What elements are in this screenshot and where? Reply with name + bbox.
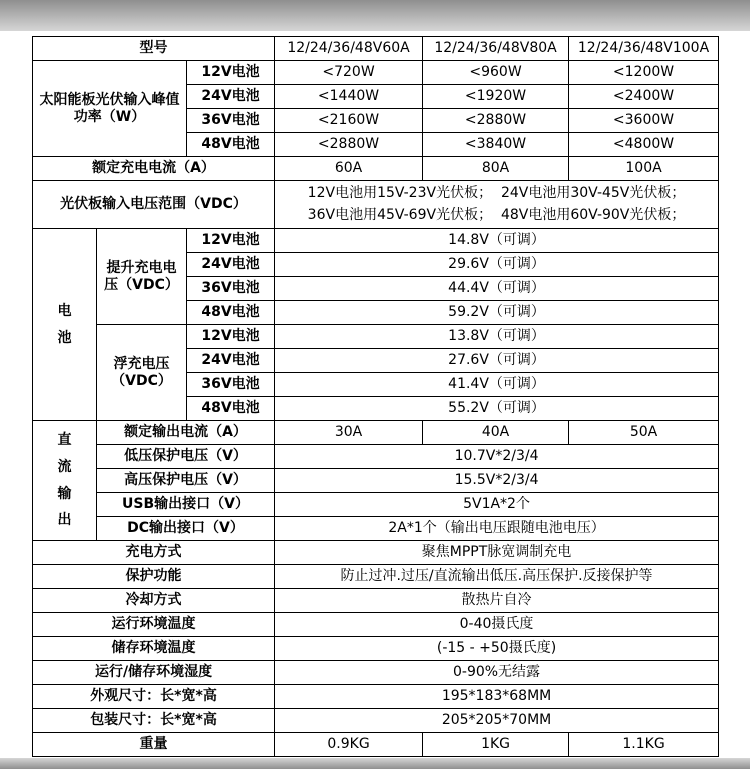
pv-voltage-range-value [275,181,719,229]
boost-voltage-label: 提升充电电压（VDC） [97,229,187,325]
spec-value: 0.9KG [275,733,423,757]
dc-output-section-label: 直流输出 [33,421,97,541]
spec-value: <960W [423,61,569,85]
rated-charge-current-row [33,157,719,181]
spec-value: <1920W [423,85,569,109]
spec-sheet [32,36,719,757]
top-gray-band [0,0,750,31]
battery-float-row [33,325,719,349]
pv-power-label: 太阳能板光伏输入峰值功率（W） [33,61,187,157]
general-row [33,565,719,589]
spec-value: 2A*1个（输出电压跟随电池电压） [275,517,719,541]
pv-voltage-range-label: 光伏板输入电压范围（VDC） [33,181,275,229]
spec-value: 1.1KG [569,733,719,757]
spec-value: <3600W [569,109,719,133]
spec-value: 散热片自冷 [275,589,719,613]
general-row [33,589,719,613]
spec-value: 防止过冲.过压/直流输出低压.高压保护.反接保护等 [275,565,719,589]
dc-output-row [33,469,719,493]
general-row [33,637,719,661]
battery-type-label: 12V电池 [187,325,275,349]
spec-value: 27.6V（可调） [275,349,719,373]
spec-value: 5V1A*2个 [275,493,719,517]
battery-type-label: 12V电池 [187,229,275,253]
humidity-label: 运行/储存环境湿度 [33,661,275,685]
spec-value: 14.8V（可调） [275,229,719,253]
dc-output-row [33,445,719,469]
general-row [33,541,719,565]
pv-voltage-range-line2: 36V电池用45V-69V光伏板； 48V电池用60V-90V光伏板； [307,206,686,223]
bottom-gray-band [0,758,750,769]
spec-value: 100A [569,157,719,181]
high-voltage-protection-label: 高压保护电压（V） [97,469,275,493]
weight-label: 重量 [33,733,275,757]
cooling-method-label: 冷却方式 [33,589,275,613]
low-voltage-protection-label: 低压保护电压（V） [97,445,275,469]
spec-value: 聚焦MPPT脉宽调制充电 [275,541,719,565]
dc-output-port-label: DC输出接口（V） [97,517,275,541]
storage-temp-label: 储存环境温度 [33,637,275,661]
spec-value: 50A [569,421,719,445]
spec-value: 205*205*70MM [275,709,719,733]
protection-function-label: 保护功能 [33,565,275,589]
spec-value: <2400W [569,85,719,109]
dc-output-row [33,517,719,541]
spec-value: 80A [423,157,569,181]
spec-value: 0-40摄氏度 [275,613,719,637]
product-size-label: 外观尺寸：长*宽*高 [33,685,275,709]
charge-method-label: 充电方式 [33,541,275,565]
float-voltage-label: 浮充电压（VDC） [97,325,187,421]
spec-value: 59.2V（可调） [275,301,719,325]
spec-value: 29.6V（可调） [275,253,719,277]
spec-value: <1440W [275,85,423,109]
battery-type-label: 48V电池 [187,133,275,157]
spec-value: 40A [423,421,569,445]
spec-value: 13.8V（可调） [275,325,719,349]
pv-voltage-range-row [33,181,719,229]
rated-output-current-label: 额定输出电流（A） [97,421,275,445]
battery-type-label: 48V电池 [187,397,275,421]
spec-value: 195*183*68MM [275,685,719,709]
spec-value: <4800W [569,133,719,157]
spec-value: 30A [275,421,423,445]
spec-value: 15.5V*2/3/4 [275,469,719,493]
battery-type-label: 48V电池 [187,301,275,325]
model-value: 12/24/36/48V80A [423,37,569,61]
battery-type-label: 24V电池 [187,349,275,373]
spec-value: 44.4V（可调） [275,277,719,301]
spec-value: (-15 - +50摄氏度) [275,637,719,661]
spec-value: <3840W [423,133,569,157]
battery-type-label: 36V电池 [187,277,275,301]
model-value: 12/24/36/48V100A [569,37,719,61]
spec-value: <720W [275,61,423,85]
spec-table [32,36,719,757]
spec-value: 60A [275,157,423,181]
spec-value: 0-90%无结露 [275,661,719,685]
model-value: 12/24/36/48V60A [275,37,423,61]
spec-value: <2880W [423,109,569,133]
usb-output-label: USB输出接口（V） [97,493,275,517]
operating-temp-label: 运行环境温度 [33,613,275,637]
spec-value: <2160W [275,109,423,133]
battery-type-label: 36V电池 [187,109,275,133]
battery-section-label: 电池 [33,229,97,421]
package-size-label: 包装尺寸：长*宽*高 [33,709,275,733]
model-label: 型号 [33,37,275,61]
model-row [33,37,719,61]
general-row [33,613,719,637]
rated-charge-current-label: 额定充电电流（A） [33,157,275,181]
battery-type-label: 36V电池 [187,373,275,397]
spec-value: 10.7V*2/3/4 [275,445,719,469]
spec-value: 55.2V（可调） [275,397,719,421]
battery-type-label: 24V电池 [187,253,275,277]
pv-power-row [33,61,719,85]
spec-value: <2880W [275,133,423,157]
general-row [33,685,719,709]
battery-type-label: 12V电池 [187,61,275,85]
general-row [33,661,719,685]
spec-value: 41.4V（可调） [275,373,719,397]
spec-value: 1KG [423,733,569,757]
spec-value: <1200W [569,61,719,85]
dc-output-row [33,493,719,517]
battery-boost-row [33,229,719,253]
pv-voltage-range-line1: 12V电池用15V-23V光伏板； 24V电池用30V-45V光伏板； [307,184,686,201]
weight-row [33,733,719,757]
dc-output-row [33,421,719,445]
battery-type-label: 24V电池 [187,85,275,109]
general-row [33,709,719,733]
